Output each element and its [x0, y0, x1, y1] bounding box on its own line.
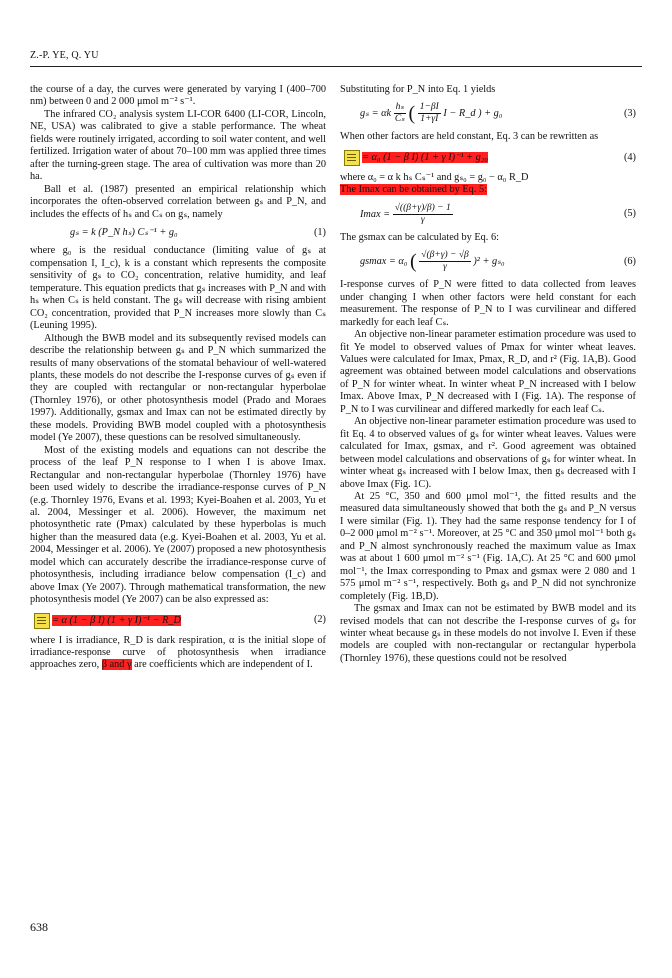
header-rule [30, 66, 642, 67]
paragraph: Ball et al. (1987) presented an empirical relationship which incorporates the often-observed correlation between gₛ and P_N, and includes the effects of hₛ and Cₛ on gₛ, namely [30, 183, 326, 220]
right-column [340, 84, 636, 665]
paragraph: An objective non-linear parameter estimation procedure was used to fit Eq. 4 to observed values of gₛ for winter wheat leaves. Values were calculated for Imax, gsmax, and r². Good agreement was obtained between model calculations and observations of gₛ for winter wheat. In winter wheat gₛ increased with I below Imax, then gₛ decreased with I above Imax (Fig. 1C). [340, 416, 636, 490]
highlight: β and γ [101, 659, 132, 671]
equation-3: gₛ = αk $\frac{\text{hₛ}}{\text{Cₛ}}$ ( $\frac{1-\beta I}{1+\gamma I}$ I − R_d ) + g₀ (3) [360, 102, 636, 125]
paragraph: Substituting for P_N into Eq. 1 yields [340, 84, 496, 95]
paragraph: Most of the existing models and equations can not describe the process of the leaf P_N response to I when I is above Imax. Rectangular and non-rectangular hyperbolae (Thornley 1976) have been used widely to describe the irradiance-response curves of P_N (e.g. Thornley 1976, Evans et al. 1993; Kyei-Boahen et al. 2003, Yu et al. 2004, Messinger et al. 2006). However, the maximum net photosynthetic rate (Pmax) calculated by these hyperbolas is much higher than the measured data (e.g. Kyei-Boahen et al. 2003, Yu et al. 2004, Messinger et al. 2006). Ye (2007) proposed a new photosynthesis model which can accurately describe the irradiance-response curve of photosynthesis, including irradiance below compensation (I_c) and above Imax (Ye 2007). Through mathematical transformation, the new photosynthesis model (Ye 2007) can be also expressed as: [30, 444, 326, 606]
page-number: 638 [30, 920, 48, 934]
equation-1-number: (1) [313, 226, 326, 238]
equation-5-number: (5) [623, 208, 636, 220]
equation-2-formula: = α (1 − β I) (1 + γ I)⁻¹ − R_D [52, 614, 181, 626]
equation-2-number: (2) [313, 614, 326, 626]
left-column [30, 84, 326, 672]
equation-6-number: (6) [623, 255, 636, 267]
equation-6: gsmax = α₀ ( $\frac{√(\beta+\gamma) - √\beta}{\gamma}$ )² + gₛ₀ (6) [360, 250, 636, 273]
paragraph: where α₀ = α k hₛ Cₛ⁻¹ and gₛ₀ = g₀ − α₀ R_D [340, 171, 529, 183]
sticky-note-icon[interactable] [34, 613, 50, 629]
paragraph: where I is irradiance, R_D is dark respiration, α is the initial slope of irradiance-response curve of photosynthesis when irradiance approaches zero, β and γ are coefficients which are independent of I. [30, 634, 326, 671]
paragraph: At 25 °C, 350 and 600 μmol mol⁻¹, the fitted results and the measured data simultaneously showed that both the gₛ and P_N versus I were similar (Fig. 1). They had the same response tendency for I of 0–2 000 μmol m⁻² s⁻¹. Moreover, at 25 °C and 350 μmol mol⁻¹ both gₛ and P_N almost synchronously reached the maximum value as Imax was at about 1 600 μmol m⁻² s⁻¹ (Fig. 1A,C). At 25 °C and 600 μmol mol⁻¹, the Imax corresponding to Pmax and gsmax were 2 080 and 1 575 μmol m⁻² s⁻¹, respectively. Both gₛ and P_N did not synchronize completely (Fig. 1B,D). [340, 490, 636, 602]
equation-1 [30, 227, 326, 239]
equation-4-formula: = α₀ (1 − β I) (1 + γ I)⁻¹ + g₂₀ [362, 152, 488, 164]
equation-5: Imax = $\frac{√((\beta+\gamma)/\beta) - 1}{\gamma}$ (5) [360, 202, 636, 225]
paragraph: The Imax can be obtained by Eq. 5: [340, 184, 487, 196]
paragraph: When other factors are held constant, Eq. 3 can be rewritten as [340, 131, 599, 143]
paragraph: An objective non-linear parameter estimation procedure was used to fit Ye model to observed values of Pmax for winter wheat leaves. Values were calculated for Imax, Pmax, R_D, and r² (Fig. 1A,B). Good agreement was obtained between model calculations and observations of P_N for winter wheat. In winter wheat P_N increased with I below Imax. Above Imax, P_N decreased with I (Fig. 1A). The response of P_N to I was curvilinear and differed markedly for each leaf Cₛ. [340, 329, 636, 415]
equation-3-number: (3) [623, 107, 636, 119]
paragraph: the course of a day, the curves were generated by varying I (400–700 nm) between 0 and 2 000 μmol m⁻² s⁻¹. [30, 84, 326, 108]
equation-4 [340, 150, 636, 166]
equation-1-formula: gₛ = k (P_N hₛ) Cₛ⁻¹ + g₀ [70, 226, 178, 238]
paragraph: I-response curves of P_N were fitted to data collected from leaves under changing I when other factors were held constant for each measurement. The response of P_N to I was curvilinear and differed markedly for each leaf Cₛ. [340, 279, 636, 328]
paragraph: Although the BWB model and its subsequently revised models can describe the relationship between gₛ and P_N which summarized the results of many observations of the stomatal behaviour of well-watered plants, these models do not describe the I-response curves of gₛ even if they are coupled with rectangular or non-rectangular hyperbolae (Thornley 1976), or other photosynthesis model (Prado and Moraes 1997). Additionally, gsmax and Imax can not be estimated directly by these models. Providing BWB model coupled with a photosynthesis model (Ye 2007), these questions can be resolved simultaneously. [30, 332, 326, 444]
paragraph: The gsmax and Imax can not be estimated by BWB model and its revised models that can not describe the I-response curves of gₛ for winter wheat because gₛ in these models do not involve I. Even if these models are coupled with non-rectangular or rectangular hyperbola (Thornley 1976), these questions could not be resolved [340, 603, 636, 664]
running-header: Z.-P. YE, Q. YU [30, 50, 99, 61]
equation-4-number: (4) [623, 151, 636, 163]
paragraph: The gsmax can be calculated by Eq. 6: [340, 231, 499, 243]
equation-2 [30, 613, 326, 629]
sticky-note-icon[interactable] [344, 150, 360, 166]
paragraph: where g₀ is the residual conductance (limiting value of gₛ at compensation I, I_c), k is a constant which represents the composite sensitivity of gₛ to CO₂ concentration, relative humidity, and leaf temperature. This equation predicts that gₛ increases with P_N and with hₛ when Cₛ is held constant. The gₛ will decrease with rising ambient CO₂ concentration, provided that P_N increases more slowly than Cₛ (Leuning 1995). [30, 245, 326, 332]
paragraph: The infrared CO₂ analysis system LI-COR 6400 (LI-COR, Lincoln, NE, USA) was calibrated to give a stable performance. The wheat fields were routinely irrigated, according to soil water content, and well fertilized. Irrigation water of about 70–100 mm was applied three times after the turning-green stage. The area of cultivation was more than 20 ha. [30, 108, 326, 183]
